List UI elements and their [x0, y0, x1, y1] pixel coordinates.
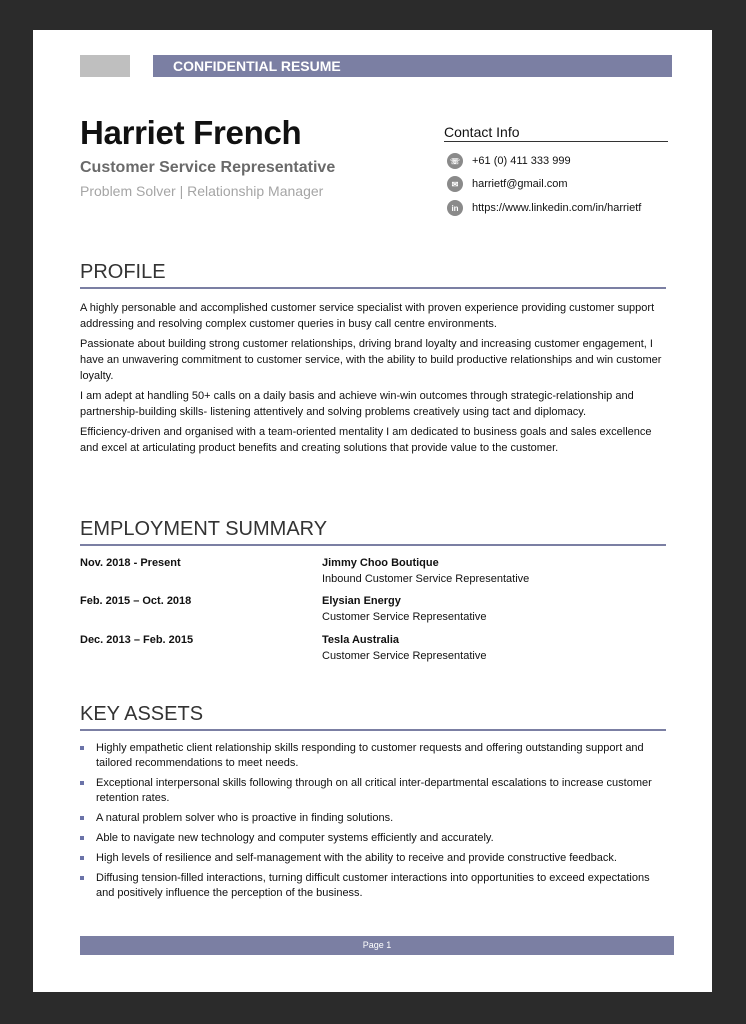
job-company: Jimmy Choo Boutique	[322, 557, 439, 569]
list-item	[80, 776, 670, 806]
bullet-icon	[80, 876, 84, 880]
asset-text: Diffusing tension-filled interactions, turning difficult customer interactions into opportunities to exceed expectations and positively influence the perception of the business.	[96, 872, 650, 899]
job-dates: Dec. 2013 – Feb. 2015	[80, 634, 194, 646]
job-role: Customer Service Representative	[322, 611, 487, 623]
contact-linkedin[interactable]: https://www.linkedin.com/in/harrietf	[472, 202, 642, 214]
list-item	[80, 871, 670, 901]
asset-text: High levels of resilience and self-management with the ability to receive and provide constructive feedback.	[96, 852, 617, 864]
list-item	[80, 811, 670, 826]
linkedin-icon: in	[447, 200, 463, 216]
list-item	[80, 851, 670, 866]
job-dates: Nov. 2018 - Present	[80, 557, 181, 569]
contact-heading: Contact Info	[444, 124, 668, 142]
employment-heading: EMPLOYMENT SUMMARY	[80, 518, 666, 546]
job-dates: Feb. 2015 – Oct. 2018	[80, 595, 192, 607]
job-title: Customer Service Representative	[80, 159, 336, 176]
bullet-icon	[80, 856, 84, 860]
contact-email-row	[447, 176, 568, 192]
job-company: Tesla Australia	[322, 634, 400, 646]
tagline: Problem Solver | Relationship Manager	[80, 183, 324, 199]
bullet-icon	[80, 816, 84, 820]
profile-paragraph: A highly personable and accomplished customer service specialist with proven experience providing customer support addressing and resolving complex customer queries in busy call centre environments.	[80, 302, 655, 330]
asset-text: A natural problem solver who is proactive in finding solutions.	[96, 812, 394, 824]
header-grey-block	[80, 55, 130, 77]
job-company: Elysian Energy	[322, 595, 401, 607]
list-item	[80, 741, 670, 771]
contact-phone-row	[447, 153, 571, 169]
profile-heading: PROFILE	[80, 261, 666, 289]
profile-paragraph: Efficiency-driven and organised with a team-oriented mentality I am dedicated to business goals and sales excellence and excel at articulating product benefits and creating solutions that provide value to the customer.	[80, 426, 652, 454]
page-footer: Page 1	[80, 936, 674, 955]
list-item	[80, 831, 670, 846]
bullet-icon	[80, 836, 84, 840]
contact-email[interactable]: harrietf@gmail.com	[472, 178, 568, 190]
confidential-banner: CONFIDENTIAL RESUME	[153, 55, 672, 77]
assets-heading: KEY ASSETS	[80, 703, 666, 731]
contact-linkedin-row	[447, 200, 641, 216]
asset-text: Able to navigate new technology and computer systems efficiently and accurately.	[96, 832, 494, 844]
assets-list	[80, 741, 670, 906]
job-role: Customer Service Representative	[322, 650, 487, 662]
asset-text: Exceptional interpersonal skills following through on all critical inter-departmental escalations to increase customer retention rates.	[96, 777, 652, 804]
profile-paragraph: Passionate about building strong customer relationships, driving brand loyalty and increasing customer engagement, I have an unwavering commitment to customer service, with the ability to build productive relationships and win customer loyalty.	[80, 338, 662, 382]
asset-text: Highly empathetic client relationship skills responding to customer requests and offering outstanding support and tailored recommendations to meet needs.	[96, 742, 644, 769]
profile-paragraph: I am adept at handling 50+ calls on a daily basis and achieve win-win outcomes through strategic-relationship and partnership-building skills- listening attentively and solving problems creatively using tact and diplomacy.	[80, 390, 634, 418]
job-role: Inbound Customer Service Representative	[322, 573, 530, 585]
phone-icon: ☏	[447, 153, 463, 169]
email-icon: ✉	[447, 176, 463, 192]
profile-text	[80, 300, 670, 460]
contact-phone: +61 (0) 411 333 999	[472, 155, 571, 167]
bullet-icon	[80, 746, 84, 750]
resume-page	[33, 30, 712, 992]
candidate-name: Harriet French	[80, 114, 302, 151]
bullet-icon	[80, 781, 84, 785]
